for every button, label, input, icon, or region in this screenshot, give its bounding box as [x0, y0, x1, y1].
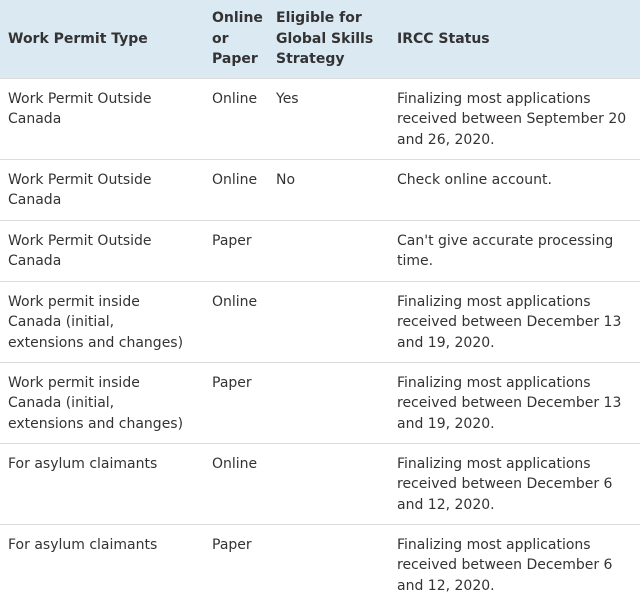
cell-online-or-paper: Online — [212, 90, 258, 107]
header-ircc-status: IRCC Status — [397, 30, 490, 47]
cell-eligible-global-skills — [268, 524, 389, 605]
cell-eligible-global-skills: No — [276, 171, 296, 188]
cell-ircc-status: Finalizing most applications received between December 13 and 19, 2020. — [397, 374, 622, 432]
cell-eligible-global-skills — [268, 362, 389, 443]
header-row — [0, 0, 640, 78]
header-online-or-paper: Online or Paper — [212, 10, 263, 67]
cell-eligible-global-skills — [268, 281, 389, 362]
cell-ircc-status: Finalizing most applications received between September 20 and 26, 2020. — [397, 90, 627, 148]
cell-eligible-global-skills — [268, 443, 389, 524]
cell-work-permit-type: Work Permit Outside Canada — [8, 171, 152, 208]
cell-ircc-status: Finalizing most applications received between December 6 and 12, 2020. — [397, 536, 613, 594]
cell-eligible-global-skills: Yes — [276, 90, 299, 107]
cell-work-permit-type: Work permit inside Canada (initial, extensions and changes) — [8, 293, 184, 351]
cell-online-or-paper: Paper — [212, 232, 252, 249]
table-row — [0, 78, 640, 159]
cell-ircc-status: Finalizing most applications received between December 13 and 19, 2020. — [397, 293, 622, 351]
cell-work-permit-type: Work Permit Outside Canada — [8, 90, 152, 127]
cell-online-or-paper: Online — [212, 293, 258, 310]
cell-online-or-paper: Online — [212, 171, 258, 188]
table-row — [0, 159, 640, 220]
cell-ircc-status: Can't give accurate processing time. — [397, 232, 614, 269]
cell-online-or-paper: Paper — [212, 536, 252, 553]
cell-ircc-status: Finalizing most applications received between December 6 and 12, 2020. — [397, 455, 613, 513]
cell-work-permit-type: For asylum claimants — [8, 455, 158, 472]
table-row — [0, 362, 640, 443]
table-row — [0, 281, 640, 362]
cell-work-permit-type: Work permit inside Canada (initial, extensions and changes) — [8, 374, 184, 432]
header-eligible-global-skills: Eligible for Global Skills Strategy — [276, 10, 374, 67]
cell-ircc-status: Check online account. — [397, 171, 552, 188]
table-row — [0, 443, 640, 524]
cell-work-permit-type: For asylum claimants — [8, 536, 158, 553]
table-row — [0, 220, 640, 281]
table-body — [0, 78, 640, 605]
header-work-permit-type: Work Permit Type — [8, 30, 148, 47]
cell-online-or-paper: Paper — [212, 374, 252, 391]
table-header — [0, 0, 640, 78]
cell-eligible-global-skills — [268, 220, 389, 281]
cell-online-or-paper: Online — [212, 455, 258, 472]
table-row — [0, 524, 640, 605]
cell-work-permit-type: Work Permit Outside Canada — [8, 232, 152, 269]
